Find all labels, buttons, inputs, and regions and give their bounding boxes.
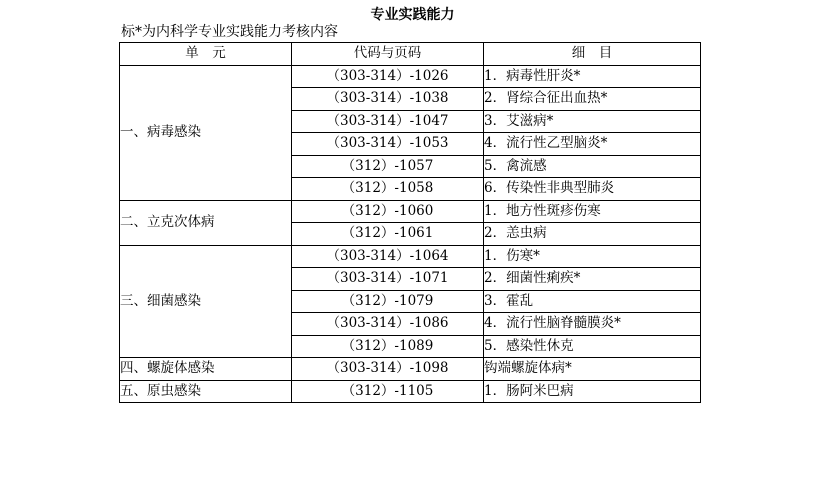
unit-cell: 二、立克次体病 bbox=[120, 200, 292, 245]
detail-cell: 1．伤寒* bbox=[484, 245, 701, 268]
code-cell: （303-314）-1086 bbox=[292, 313, 484, 336]
syllabus-table bbox=[119, 42, 701, 403]
table-row bbox=[120, 65, 701, 88]
table-row bbox=[120, 358, 701, 381]
detail-cell: 2．恙虫病 bbox=[484, 223, 701, 246]
detail-cell: 钩端螺旋体病* bbox=[484, 358, 701, 381]
detail-cell: 5．感染性休克 bbox=[484, 335, 701, 358]
code-cell: （312）-1060 bbox=[292, 200, 484, 223]
code-cell: （312）-1061 bbox=[292, 223, 484, 246]
unit-cell: 五、原虫感染 bbox=[120, 380, 292, 403]
code-cell: （312）-1089 bbox=[292, 335, 484, 358]
table-row bbox=[120, 380, 701, 403]
code-cell: （303-314）-1064 bbox=[292, 245, 484, 268]
code-cell: （303-314）-1098 bbox=[292, 358, 484, 381]
detail-cell: 3．霍乱 bbox=[484, 290, 701, 313]
table-row bbox=[120, 200, 701, 223]
code-cell: （303-314）-1026 bbox=[292, 65, 484, 88]
code-cell: （312）-1079 bbox=[292, 290, 484, 313]
code-cell: （303-314）-1053 bbox=[292, 133, 484, 156]
code-cell: （312）-1057 bbox=[292, 155, 484, 178]
detail-cell: 1．地方性斑疹伤寒 bbox=[484, 200, 701, 223]
note-text: 标*为内科学专业实践能力考核内容 bbox=[121, 24, 338, 40]
unit-cell: 四、螺旋体感染 bbox=[120, 358, 292, 381]
table-row bbox=[120, 245, 701, 268]
detail-cell: 3．艾滋病* bbox=[484, 110, 701, 133]
header-detail: 细 目 bbox=[484, 43, 701, 66]
detail-cell: 4．流行性乙型脑炎* bbox=[484, 133, 701, 156]
detail-cell: 1．病毒性肝炎* bbox=[484, 65, 701, 88]
detail-cell: 4．流行性脑脊髓膜炎* bbox=[484, 313, 701, 336]
code-cell: （312）-1058 bbox=[292, 178, 484, 201]
code-cell: （303-314）-1038 bbox=[292, 88, 484, 111]
table-header-row bbox=[120, 43, 701, 66]
unit-cell: 三、细菌感染 bbox=[120, 245, 292, 358]
page-title: 专业实践能力 bbox=[370, 7, 455, 23]
code-cell: （312）-1105 bbox=[292, 380, 484, 403]
code-cell: （303-314）-1071 bbox=[292, 268, 484, 291]
detail-cell: 5．禽流感 bbox=[484, 155, 701, 178]
header-code: 代码与页码 bbox=[292, 43, 484, 66]
detail-cell: 1．肠阿米巴病 bbox=[484, 380, 701, 403]
detail-cell: 2．肾综合征出血热* bbox=[484, 88, 701, 111]
detail-cell: 6．传染性非典型肺炎 bbox=[484, 178, 701, 201]
header-unit: 单 元 bbox=[120, 43, 292, 66]
code-cell: （303-314）-1047 bbox=[292, 110, 484, 133]
detail-cell: 2．细菌性痢疾* bbox=[484, 268, 701, 291]
unit-cell: 一、病毒感染 bbox=[120, 65, 292, 200]
